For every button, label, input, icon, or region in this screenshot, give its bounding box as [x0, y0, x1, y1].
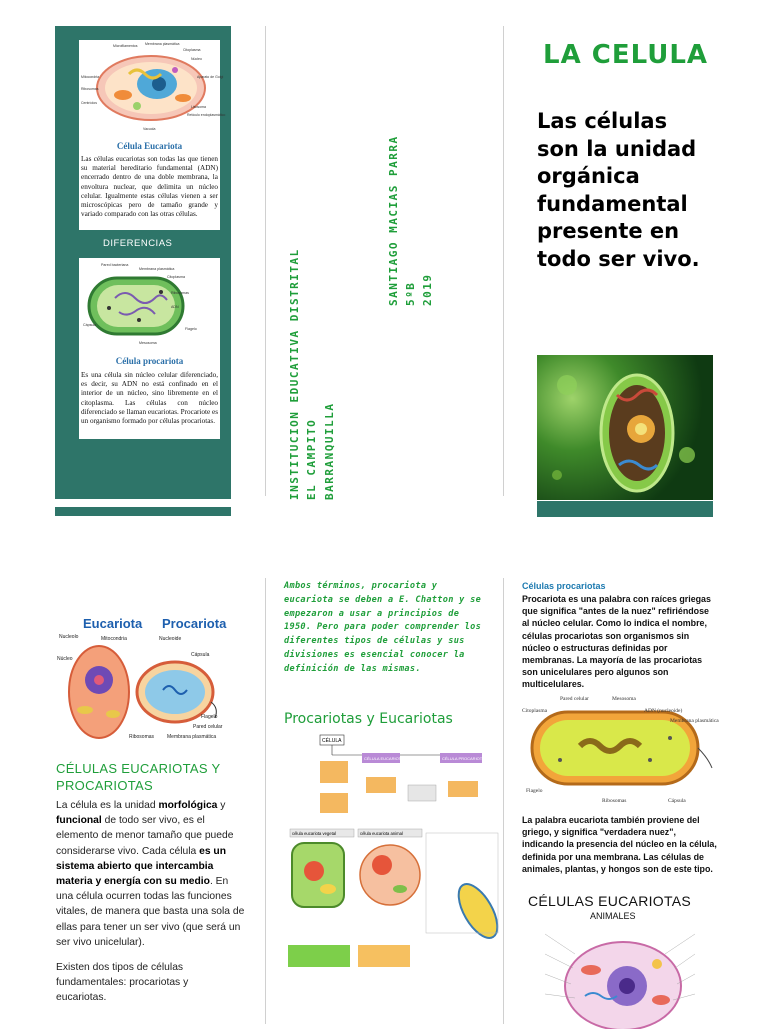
p1-c: y [217, 800, 226, 811]
img-label-7: Pared celular [193, 724, 223, 730]
eukaryotes-prokaryotes-heading: CÉLULAS EUCARIOTAS Y PROCARIOTAS [56, 761, 221, 793]
img-label-2: Núcleo [57, 656, 73, 662]
eukaryote-definition: La palabra eucariota también proviene del griego, y significa "verdadera nuez", indicando la presencia del núcleo en la célula, definida por una membrana. Las células de animales, plantas, y hongos son de este tipo. [522, 815, 717, 874]
p1-f: es un sistema abierto que intercambia materia y energía con su medio [56, 845, 226, 888]
prokaryote-diagram [520, 690, 719, 808]
rp-label-1: Mesosoma [612, 696, 636, 702]
img-label-3: Ribosomas [129, 734, 155, 740]
img-label-1: Mitocondria [101, 636, 127, 642]
differences-label: DIFERENCIAS [103, 238, 173, 249]
left-teal-strip [55, 507, 231, 516]
p1-d: funcional [56, 815, 102, 827]
prok-label-7: Mesosoma [139, 341, 157, 345]
eukaryote-text: Las células eucariotas son todas las que tienen su material hereditario fundamental (ADN) encerrado dentro de una doble membrana, la envoltura nuclear, que delimita un núcleo celular. Igualmente estas células vienen a ser microscópicas pero de tamaño grande y variado comparado con las otras células. [81, 155, 218, 219]
eukaryote-title: Célula Eucariota [116, 141, 183, 151]
animal-cell-diagram [525, 924, 715, 1024]
eukaryotic-cells-subtitle: ANIMALES [590, 911, 636, 921]
p1-g: . En una célula ocurren todas las funciones vitales, de manera que basta una sola de ellas para tener un ser vivo (que será un ser vivo unicelular). [56, 876, 245, 948]
p1-b: morfológica [158, 800, 218, 811]
img-label-4: Nucleoide [159, 636, 182, 642]
euk-label-8: Lisosoma [191, 105, 206, 109]
rp-label-0: Pared celular [560, 696, 589, 702]
divider-top-left [265, 26, 266, 496]
diagram-veg: célula eucariota vegetal [292, 831, 336, 836]
prok-label-4: ADN [171, 305, 179, 309]
img-label-eucariota: Eucariota [83, 616, 143, 631]
img-label-5: Cápsula [191, 652, 210, 658]
procariotas-eucariotas-heading: Procariotas y Eucariotas [284, 711, 453, 727]
prokaryote-card [79, 258, 220, 439]
rp-label-4: Membrana plasmática [670, 718, 719, 724]
eukaryotic-cells-title: CÉLULAS EUCARIOTAS [528, 893, 692, 909]
euk-label-2: Citoplasma [183, 48, 201, 52]
prok-label-5: Cápsula [83, 323, 97, 327]
img-label-procariota: Procariota [162, 616, 227, 631]
prok-label-6: Flagelo [185, 327, 197, 331]
divider-bottom-right [503, 578, 504, 1024]
main-subtitle: Las células son la unidad orgánica fundamental presente en todo ser vivo. [537, 109, 700, 271]
right-teal-strip [537, 501, 713, 517]
diagram-ani: célula eucariota animal [360, 831, 403, 836]
grade: 5ºB [404, 281, 417, 306]
euk-label-5: Ribosomas [81, 87, 99, 91]
euk-label-10: Vacuola [143, 127, 156, 131]
rp-label-7: Cápsula [668, 798, 686, 804]
p1-a: La célula es la unidad [56, 800, 159, 811]
rp-label-3: ADN (nucleoide) [644, 708, 683, 714]
main-title: LA CELULA [543, 40, 709, 70]
prok-label-2: Citoplasma [167, 275, 185, 279]
prokaryotic-cells-heading: Células procariotas [522, 581, 606, 591]
img-label-8: Membrana plasmática [167, 734, 217, 740]
euk-label-1: Membrana plasmática [145, 42, 180, 46]
eukaryote-cell-illustration [79, 40, 226, 132]
euk-label-7: Centríolos [81, 101, 97, 105]
euk-label-0: Microfilamentos [113, 44, 138, 48]
cell-types-paragraph: Existen dos tipos de células fundamentales: procariotas y eucariotas. [56, 962, 189, 1004]
prok-label-0: Pared bacteriana [101, 263, 129, 267]
euk-label-9: Retículo endoplasmático [187, 113, 226, 117]
euk-label-3: Núcleo [191, 57, 202, 61]
prok-label-3: Ribosomas [171, 291, 189, 295]
img-label-6: Flagelo [201, 714, 218, 720]
prokaryote-title: Célula procariota [115, 356, 184, 366]
euk-prok-comparison-image [55, 610, 231, 750]
divider-bottom-left [265, 578, 266, 1024]
euk-label-4: Mitocondria [81, 75, 100, 79]
prok-label-1: Membrana plasmática [139, 267, 175, 271]
cell-hero-art [537, 355, 713, 500]
rp-label-5: Flagelo [526, 788, 543, 794]
divider-top-right [503, 26, 504, 496]
author-name: SANTIAGO MACIAS PARRA [387, 135, 400, 306]
year: 2019 [421, 273, 434, 306]
diagram-prok: CÉLULA PROCARIOTA [442, 756, 485, 761]
rp-label-6: Ribosomas [602, 798, 627, 804]
rp-label-2: Citoplasma [522, 708, 548, 714]
city-name: BARRANQUILLA [323, 402, 336, 500]
euk-label-6: Aparato de Golgi [197, 75, 224, 79]
cell-hero-image [537, 355, 713, 500]
school-name: INSTITUCION EDUCATIVA DISTRITAL [288, 248, 301, 500]
img-label-0: Nucleolo [59, 634, 79, 640]
eukaryote-card [79, 40, 226, 230]
p1-e: de todo ser vivo, es el elemento de menor tamaño que puede considerarse vivo. Cada célula [56, 815, 234, 857]
prokaryote-text: Es una célula sin núcleo celular diferenciado, es decir, su ADN no está confinado en el interior de un núcleo, sino libremente en el citoplasma. Las células con núcleo diferenciado se llaman eucariotas. Procariote es un organismo formado por células procariotas. [81, 371, 218, 426]
chatton-intro: Ambos términos, procariota y eucariota se deben a E. Chatton y se empezaron a usar a principios de 1950. Pero para poder comprender los diferentes tipos de células y sus divisiones es esencial conocer la definición de las mismas. [284, 581, 482, 674]
diagram-root: CÉLULA [322, 738, 342, 744]
campus-name: EL CAMPITO [305, 418, 318, 500]
prokaryote-cell-illustration [79, 258, 220, 350]
diagram-euk: CÉLULA EUCARIOTA [364, 756, 404, 761]
prokaryote-definition: Procariota es una palabra con raíces griegas que significa "antes de la nuez" refiriéndose al núcleo celular. Como lo indica el nombre, células procariotas son organismos sin núcleo o estructuras definidas por membranas. La mayoría de las procariotas son unicelulares pero algunos son multicelulares. [522, 594, 711, 690]
cell-intro-paragraph [56, 798, 246, 950]
cell-classification-diagram [282, 733, 502, 973]
